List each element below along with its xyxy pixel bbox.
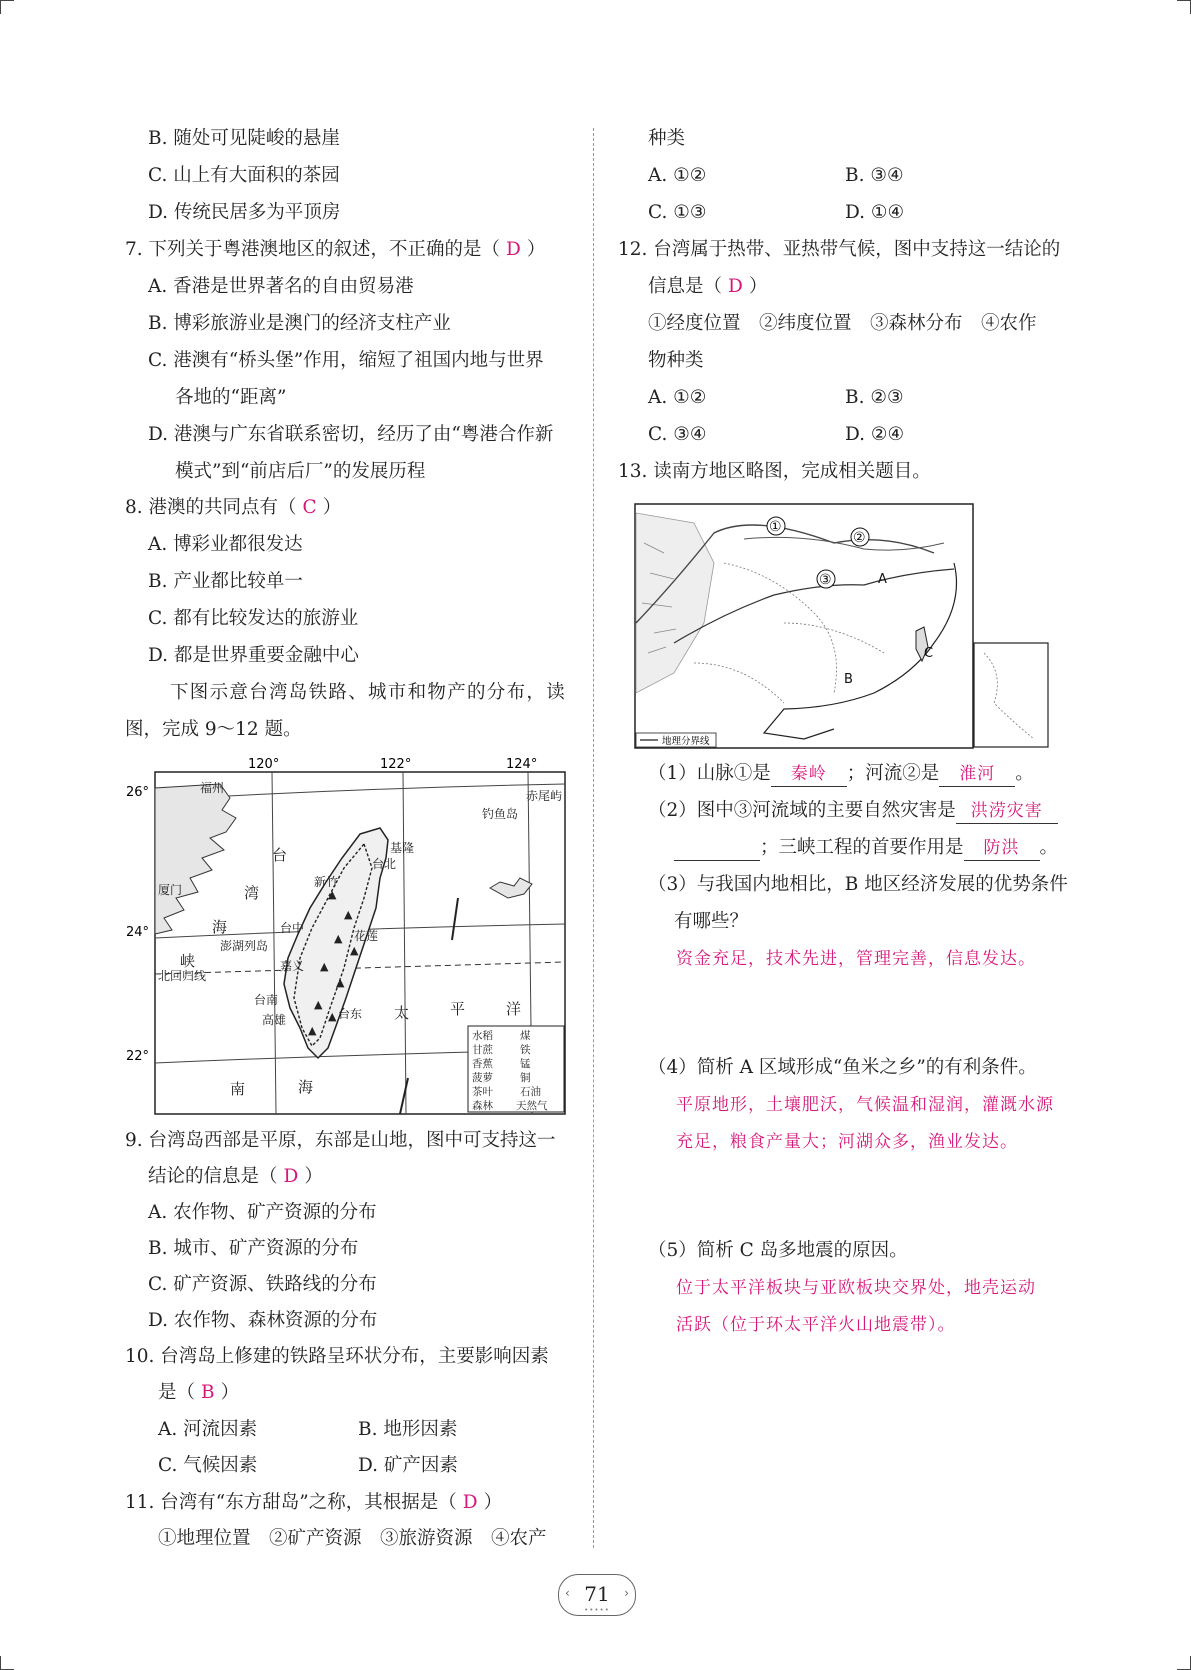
q7-option-d-cont: 模式”到“前店后厂”的发展历程 [175, 461, 426, 482]
q8-option-b: B. 产业都比较单一 [148, 571, 303, 592]
map-label-a: A [878, 572, 887, 587]
dots-decoration: ••••• [584, 1606, 610, 1614]
q12-stem-1: 12. 台湾属于热带、亚热带气候，图中支持这一结论的 [618, 239, 1061, 260]
q12-choices-cont: 物种类 [648, 350, 704, 371]
q9-option-b: B. 城市、矿产资源的分布 [148, 1238, 359, 1259]
q13-part2: （2）图中③河流域的主要自然灾害是 洪涝灾害 [648, 799, 1058, 824]
sea-label: 南 [230, 1080, 246, 1098]
place-label: 赤尾屿 [526, 789, 563, 803]
q10-option-b: B. 地形因素 [358, 1419, 458, 1440]
legend-item: 茶叶 [472, 1086, 493, 1098]
place-label: 台南 [254, 993, 279, 1007]
place-label: 厦门 [158, 883, 183, 897]
q13-part2-answer-2: 防洪 [964, 836, 1040, 861]
place-label: 新竹 [314, 875, 339, 889]
page-number-badge [558, 1574, 636, 1616]
map-label-1: ① [769, 519, 782, 535]
q11-option-d: D. ①④ [845, 202, 905, 223]
place-label: 台东 [338, 1007, 363, 1021]
sea-label: 海 [298, 1078, 314, 1096]
svg-text:▲: ▲ [334, 932, 343, 945]
q8-stem: 8. 港澳的共同点有（ C ） [125, 497, 342, 518]
q6-option-d: D. 传统民居多为平顶房 [148, 202, 341, 223]
q11-choices-cont: 种类 [648, 128, 686, 149]
q9-option-c: C. 矿产资源、铁路线的分布 [148, 1274, 377, 1295]
page-number: 71 [584, 1582, 610, 1606]
q8-option-c: C. 都有比较发达的旅游业 [148, 608, 359, 629]
legend-item: 香蕉 [472, 1058, 493, 1070]
q10-option-c: C. 气候因素 [158, 1455, 258, 1476]
q13-part1-answer-1: 秦岭 [771, 762, 847, 787]
place-label: 台北 [372, 857, 397, 871]
place-label: 高雄 [262, 1013, 287, 1027]
svg-text:▲: ▲ [314, 998, 323, 1011]
q13-part4-stem: （4）简析 A 区域形成“鱼米之乡”的有利条件。 [648, 1057, 1037, 1078]
crop-mark [0, 0, 14, 1]
q7-answer: D [506, 239, 521, 260]
q10-stem-1: 10. 台湾岛上修建的铁路呈环状分布，主要影响因素 [125, 1346, 549, 1367]
q13-part4-answer-1: 平原地形，土壤肥沃，气候温和湿润，灌溉水源 [676, 1095, 1054, 1115]
taiwan-map [126, 757, 570, 1120]
q11-choices-line: ①地理位置 ②矿产资源 ③旅游资源 ④农产 [158, 1528, 547, 1549]
q8-option-d: D. 都是世界重要金融中心 [148, 645, 359, 666]
legend-item: 菠萝 [472, 1072, 493, 1084]
q7-option-c: C. 港澳有“桥头堡”作用，缩短了祖国内地与世界 [148, 350, 544, 371]
crop-mark [0, 1656, 1, 1670]
legend-item: 甘蔗 [472, 1044, 493, 1056]
sea-label: 湾 [244, 884, 260, 902]
place-label: 福州 [200, 781, 225, 795]
legend-item: 天然气 [516, 1100, 548, 1112]
q8-option-a: A. 博彩业都很发达 [148, 534, 303, 555]
crop-mark [0, 0, 1, 14]
q13-part2-cont: ；三峡工程的首要作用是 防洪 。 [674, 836, 1058, 861]
map-label-3: ③ [819, 572, 832, 588]
q9-option-a: A. 农作物、矿产资源的分布 [148, 1202, 377, 1223]
q13-part3-answer: 资金充足，技术先进，管理完善，信息发达。 [676, 949, 1036, 969]
map-label-b: B [844, 672, 853, 687]
map-label-2: ② [853, 530, 866, 546]
place-label: 澎湖列岛 [220, 939, 269, 953]
sea-label: 洋 [506, 1000, 522, 1018]
q10-option-d: D. 矿产因素 [358, 1455, 458, 1476]
place-label: 钓鱼岛 [482, 807, 519, 821]
q11-option-c: C. ①③ [648, 202, 707, 223]
q11-stem: 11. 台湾有“东方甜岛”之称，其根据是（ D ） [125, 1492, 503, 1513]
q8-answer: C [302, 497, 317, 518]
svg-text:▲: ▲ [308, 1024, 317, 1037]
sea-label: 台 [272, 846, 288, 864]
sea-label: 太 [394, 1004, 410, 1022]
place-label: 嘉义 [280, 959, 305, 973]
chevron-right-icon: › [624, 1586, 629, 1600]
lat-label: 24° [126, 925, 150, 940]
sea-label: 海 [212, 918, 228, 936]
lon-label: 124° [506, 757, 538, 772]
place-label: 北回归线 [158, 969, 207, 983]
q13-part2-answer-1: 洪涝灾害 [956, 799, 1058, 824]
legend-item: 森林 [472, 1100, 493, 1112]
svg-text:▲: ▲ [328, 888, 337, 901]
column-divider [593, 128, 594, 1548]
place-label: 台中 [280, 921, 305, 935]
q7-option-c-cont: 各地的“距离” [175, 387, 287, 408]
q9-answer: D [283, 1166, 299, 1187]
legend-item: 铁 [520, 1044, 531, 1056]
place-label: 基隆 [390, 841, 415, 855]
svg-text:▲: ▲ [328, 1010, 337, 1023]
map-label-c: C [924, 646, 934, 661]
q6-option-c: C. 山上有大面积的茶园 [148, 165, 340, 186]
legend-item: 铜 [520, 1072, 531, 1084]
q12-option-a: A. ①② [648, 387, 707, 408]
lon-label: 122° [380, 757, 412, 772]
q13-part5-answer-1: 位于太平洋板块与亚欧板块交界处，地壳运动 [676, 1278, 1036, 1298]
q7-stem: 7. 下列关于粤港澳地区的叙述，不正确的是（ D ） [125, 239, 546, 260]
svg-text:▲: ▲ [344, 908, 353, 921]
lon-label: 120° [248, 757, 280, 772]
q7-option-d: D. 港澳与广东省联系密切，经历了由“粤港合作新 [148, 424, 554, 445]
q7-option-a: A. 香港是世界著名的自由贸易港 [148, 276, 414, 297]
chevron-left-icon: ‹ [565, 1586, 570, 1600]
q9-stem-2: 结论的信息是（ D ） [148, 1166, 323, 1187]
q10-answer: B [201, 1382, 215, 1403]
q13-part5-stem: （5）简析 C 岛多地震的原因。 [648, 1240, 908, 1261]
q12-option-d: D. ②④ [845, 424, 905, 445]
svg-text:▲: ▲ [320, 960, 329, 973]
q9-stem-1: 9. 台湾岛西部是平原，东部是山地，图中可支持这一 [125, 1130, 556, 1151]
q12-answer: D [728, 276, 743, 297]
q13-stem: 13. 读南方地区略图，完成相关题目。 [618, 461, 931, 482]
q11-option-a: A. ①② [648, 165, 707, 186]
q12-option-c: C. ③④ [648, 424, 707, 445]
q9-option-d: D. 农作物、森林资源的分布 [148, 1310, 378, 1331]
q10-option-a: A. 河流因素 [158, 1419, 258, 1440]
lat-label: 26° [126, 785, 150, 800]
q13-part3-stem-cont: 有哪些？ [674, 911, 749, 932]
q11-answer: D [462, 1492, 478, 1513]
legend-item: 水稻 [472, 1030, 493, 1042]
q12-choices-line: ①经度位置 ②纬度位置 ③森林分布 ④农作 [648, 313, 1037, 334]
q13-part3-stem: （3）与我国内地相比，B 地区经济发展的优势条件 [648, 874, 1068, 895]
svg-text:▲: ▲ [336, 976, 345, 989]
q13-part4-answer-2: 充足，粮食产量大；河湖众多，渔业发达。 [676, 1132, 1018, 1152]
q6-option-b: B. 随处可见陡峻的悬崖 [148, 128, 340, 149]
sea-label: 平 [450, 1000, 466, 1018]
south-china-map [634, 503, 1050, 749]
q10-stem-2: 是（ B ） [158, 1382, 240, 1403]
legend-item: 石油 [520, 1086, 541, 1098]
q13-part2-blank [674, 836, 760, 861]
q11-option-b: B. ③④ [845, 165, 904, 186]
legend-item: 锰 [520, 1058, 531, 1070]
map-legend-boundary: 地理分界线 [662, 736, 710, 747]
q13-part1-answer-2: 淮河 [939, 762, 1015, 787]
legend-item: 煤 [520, 1030, 531, 1042]
svg-text:▲: ▲ [350, 944, 359, 957]
q12-option-b: B. ②③ [845, 387, 904, 408]
lat-label: 22° [126, 1049, 150, 1064]
sea-label: 峡 [180, 952, 196, 970]
q13-part5-answer-2: 活跃（位于环太平洋火山地震带）。 [676, 1315, 956, 1335]
map-legend [468, 1026, 564, 1112]
place-label: 花莲 [354, 929, 379, 943]
q13-part1: （1）山脉①是 秦岭 ；河流②是 淮河 。 [648, 762, 1034, 787]
intro-line-2: 图，完成 9～12 题。 [125, 719, 302, 740]
q7-option-b: B. 博彩旅游业是澳门的经济支柱产业 [148, 313, 451, 334]
q12-stem-2: 信息是（ D ） [648, 276, 768, 297]
intro-line-1: 下图示意台湾岛铁路、城市和物产的分布，读 [170, 682, 567, 703]
